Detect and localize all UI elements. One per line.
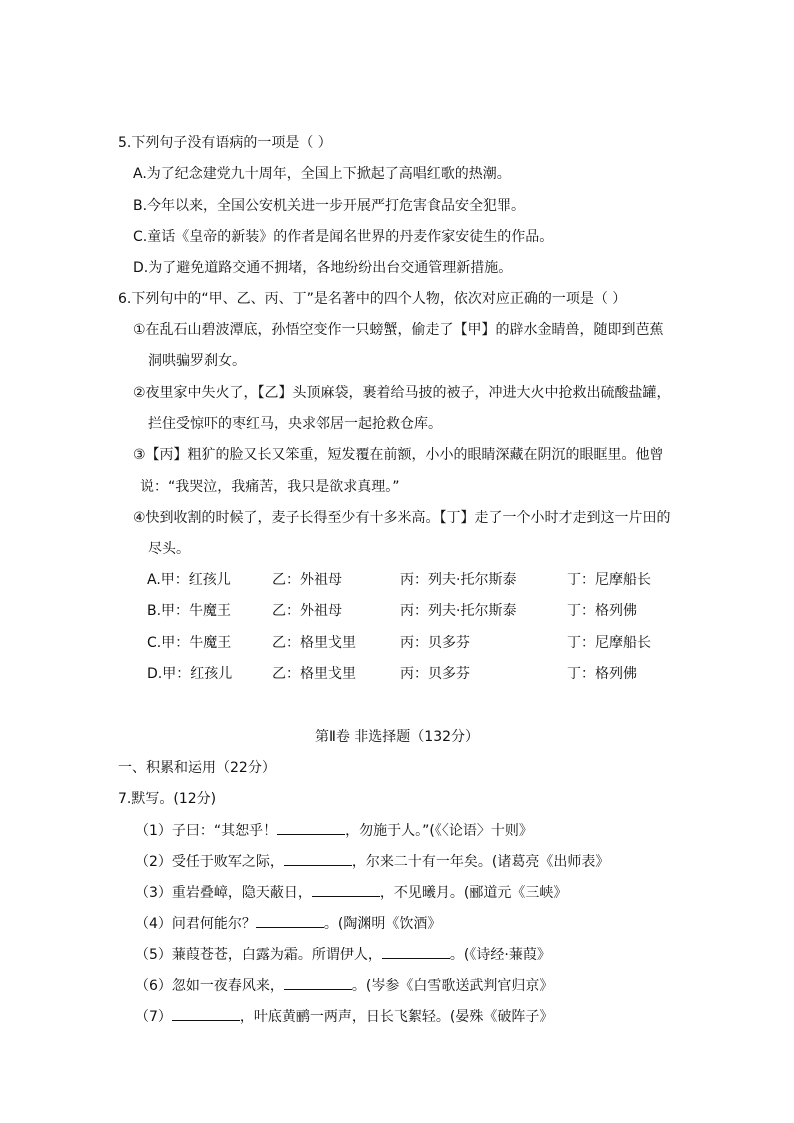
q6-item-2-line2: 拦住受惊吓的枣红马，央求邻居一起抢救仓库。 <box>148 416 442 432</box>
q7-item-4-pre: （4）问君何能尔？ <box>135 916 256 932</box>
q6-item-2-line1: ②夜里家中失火了，【乙】头顶麻袋，裹着给马披的被子，冲进大火中抢救出硫酸盐罐， <box>133 385 671 401</box>
q7-item-6-pre: （6）忽如一夜春风来， <box>135 978 284 994</box>
q7-item-2-post: ，尔来二十有一年矣。(诸葛亮《出师表》 <box>351 854 610 870</box>
choice-a-bing: 丙：列夫·托尔斯泰 <box>400 572 517 588</box>
q6-item-1-line2: 洞哄骗罗刹女。 <box>148 353 246 369</box>
q6-item-3-line2: 说：“我哭泣，我痛苦，我只是欲求真理。” <box>140 479 400 495</box>
q7-item-5-pre: （5）蒹葭苍苍，白露为霜。所谓伊人， <box>135 947 382 963</box>
choice-b-jia: B.甲：牛魔王 <box>147 603 232 619</box>
q6-item-4-line1: ④快到收割的时候了，麦子长得至少有十多米高。【丁】走了一个小时才走到这一片田的 <box>133 510 671 526</box>
q5-option-a: A.为了纪念建党九十周年，全国上下掀起了高唱红歌的热潮。 <box>133 166 511 182</box>
q7-item-3-pre: （3）重岩叠嶂，隐天蔽日， <box>135 885 312 901</box>
choice-d-ding: 丁：格列佛 <box>567 666 637 682</box>
q6-stem: 6.下列句中的“甲、乙、丙、丁”是名著中的四个人物，依次对应正确的一项是（ ） <box>118 291 627 307</box>
q7-item-4 <box>135 913 441 934</box>
q7-item-4-post: 。(陶渊明《饮酒》 <box>323 916 442 932</box>
q5-stem: 5.下列句子没有语病的一项是（ ） <box>118 135 332 151</box>
answer-blank[interactable] <box>172 1006 240 1021</box>
q7-item-2-pre: （2）受任于败军之际， <box>135 854 284 870</box>
choice-c-jia: C.甲：牛魔王 <box>147 635 232 651</box>
q7-item-5-post: 。(《诗经·蒹葭》 <box>449 947 551 963</box>
q7-item-2 <box>135 851 609 872</box>
q7-item-1-pre: （1）子曰：“其恕乎！ <box>135 823 278 839</box>
answer-blank[interactable] <box>284 975 352 990</box>
choice-a-ding: 丁：尼摩船长 <box>567 572 651 588</box>
q7-item-6 <box>135 975 553 996</box>
answer-blank[interactable] <box>277 820 345 835</box>
choice-b-bing: 丙：列夫·托尔斯泰 <box>400 603 517 619</box>
q7-stem: 7.默写。(12分) <box>118 791 217 807</box>
q6-item-1-line1: ①在乱石山碧波潭底，孙悟空变作一只螃蟹，偷走了【甲】的辟水金睛兽，随即到芭蕉 <box>133 322 664 338</box>
q6-item-3-line1: ③【丙】粗犷的脸又长又笨重，短发覆在前额，小小的眼睛深藏在阴沉的眼眶里。他曾 <box>133 447 664 463</box>
answer-blank[interactable] <box>256 913 324 928</box>
choice-d-bing: 丙：贝多芬 <box>400 666 470 682</box>
q5-option-b: B.今年以来，全国公安机关进一步开展严打危害食品安全犯罪。 <box>133 198 526 214</box>
q7-item-6-post: 。(岑参《白雪歌送武判官归京》 <box>351 978 554 994</box>
answer-blank[interactable] <box>312 882 380 897</box>
q7-item-3-post: ，不见曦月。(郦道元《三峡》 <box>379 885 568 901</box>
q7-item-1-post: ，勿施于人。”(《〈论语〉十则》 <box>345 823 533 839</box>
choice-b-yi: 乙：外祖母 <box>272 603 342 619</box>
choice-d-jia: D.甲：红孩儿 <box>147 666 233 682</box>
q7-item-7-pre: （7） <box>135 1009 172 1025</box>
q7-item-1 <box>135 820 533 841</box>
choice-c-bing: 丙：贝多芬 <box>400 635 470 651</box>
choice-c-ding: 丁：尼摩船长 <box>567 635 651 651</box>
q6-item-4-line2: 尽头。 <box>148 541 190 557</box>
answer-blank[interactable] <box>284 851 352 866</box>
q7-item-3 <box>135 882 567 903</box>
answer-blank[interactable] <box>382 944 450 959</box>
choice-a-jia: A.甲：红孩儿 <box>147 572 231 588</box>
choice-b-ding: 丁：格列佛 <box>567 603 637 619</box>
part-1-heading: 一、积累和运用（22分） <box>118 760 276 776</box>
q7-item-7 <box>135 1006 553 1027</box>
q7-item-7-post: ，叶底黄鹂一两声，日长飞絮轻。(晏殊《破阵子》 <box>239 1009 554 1025</box>
choice-d-yi: 乙：格里戈里 <box>272 666 356 682</box>
choice-a-yi: 乙：外祖母 <box>272 572 342 588</box>
q5-option-d: D.为了避免道路交通不拥堵，各地纷纷出台交通管理新措施。 <box>133 260 513 276</box>
choice-c-yi: 乙：格里戈里 <box>272 635 356 651</box>
q5-option-c: C.童话《皇帝的新装》的作者是闻名世界的丹麦作家安徒生的作品。 <box>133 229 554 245</box>
section-2-title: 第Ⅱ卷 非选择题（132分） <box>314 729 480 745</box>
q7-item-5 <box>135 944 551 965</box>
